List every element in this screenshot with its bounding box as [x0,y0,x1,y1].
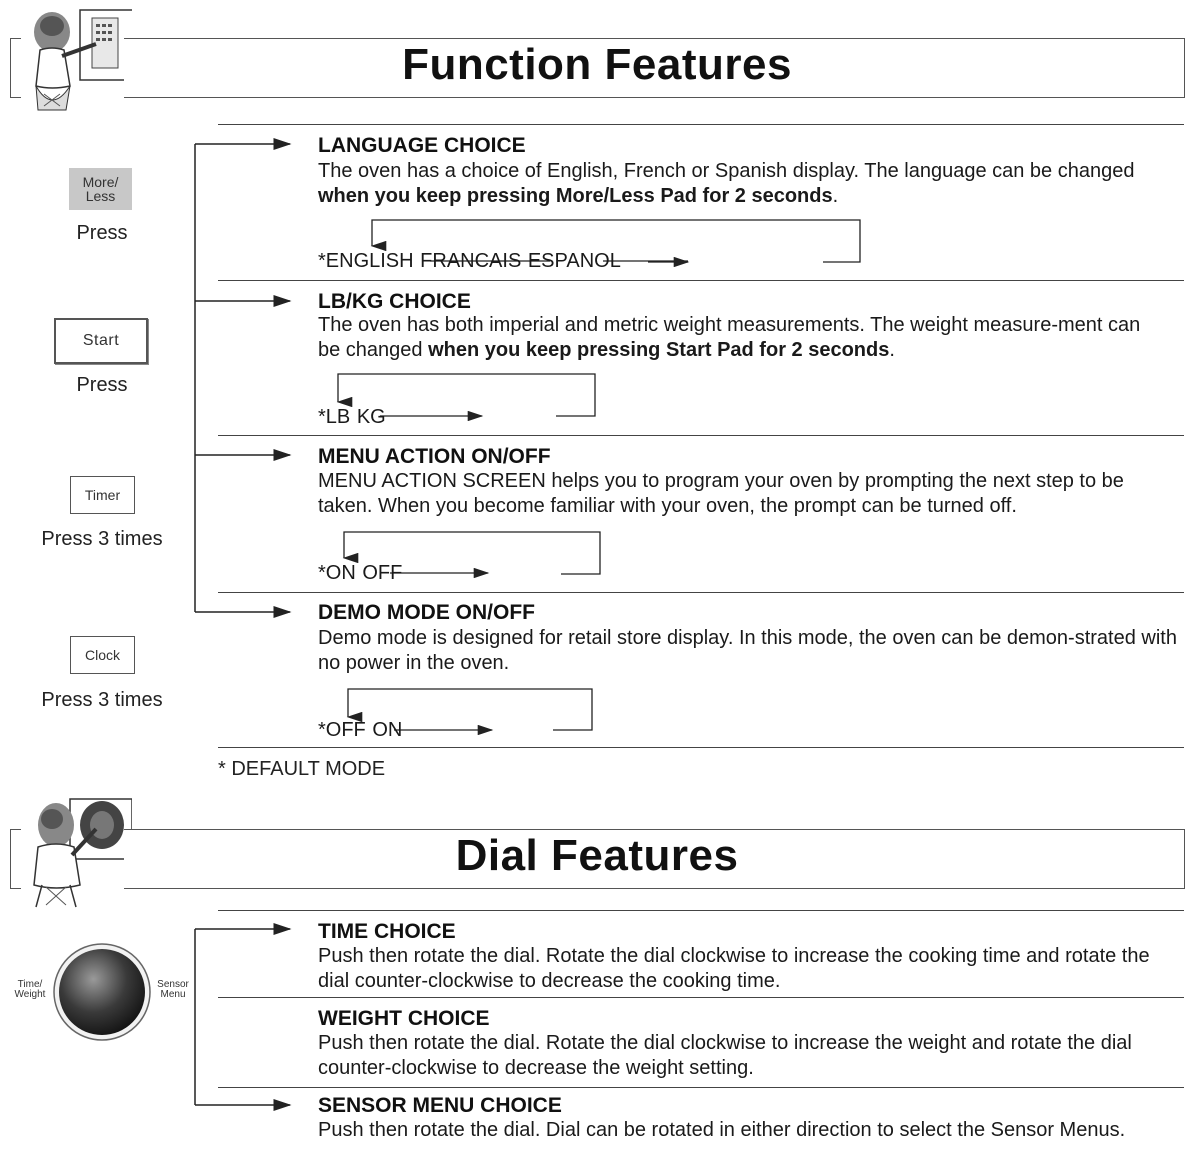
option-english[interactable]: *ENGLISH [318,250,414,272]
clock-action: Press 3 times [41,689,163,711]
function-features-title: Function Features [402,40,792,89]
weight-choice-title: WEIGHT CHOICE [318,1007,490,1030]
option-on[interactable]: *ON [318,562,356,584]
language-choice-desc: The oven has a choice of English, French or Spanish display. The language can be changed when you keep pressing More/Less Pad for 2 seconds. [318,160,1135,207]
time-choice-desc: Push then rotate the dial. Rotate the dial clockwise to increase the cooking time and rotate the dial counter-clockwise to decrease the cooking time. [318,945,1150,992]
lbkg-choice-title: LB/KG CHOICE [318,290,471,313]
sensor-menu-choice-desc: Push then rotate the dial. Dial can be rotated in either direction to select the Sensor Menus. [318,1119,1126,1141]
option-francais[interactable]: FRANCAIS [420,250,522,272]
dial-knob[interactable] [52,942,152,1042]
sensor-menu-label: Sensor Menu [157,979,189,1000]
time-choice-title: TIME CHOICE [318,920,456,943]
option-espanol[interactable]: ESPANOL [527,250,621,272]
timer-pad[interactable]: Timer [70,476,135,514]
option-lb[interactable]: *LB [318,406,351,428]
woman-at-oven-illustration [22,6,132,116]
option-kg[interactable]: KG [356,406,386,428]
rule [218,1087,1184,1088]
more-less-action: Press [76,222,128,244]
time-weight-label: Time/ Weight [14,979,46,1000]
language-choice-title: LANGUAGE CHOICE [318,134,526,157]
rule [218,997,1184,998]
demo-mode-desc: Demo mode is designed for retail store display. In this mode, the oven can be demon-strated with no power in the oven. [318,627,1177,674]
start-pad[interactable]: Start [54,318,148,364]
menu-action-desc: MENU ACTION SCREEN helps you to program your oven by prompting the next step to be taken. When you become familiar with your oven, the prompt can be turned off. [318,470,1124,517]
header-bracket [10,38,21,98]
dial-branch-arrows [190,915,300,1115]
rule [218,592,1184,593]
timer-action: Press 3 times [41,528,163,550]
demo-mode-title: DEMO MODE ON/OFF [318,601,535,624]
rule [218,747,1184,748]
rule [218,280,1184,281]
rule [218,910,1184,911]
dial-features-title: Dial Features [455,831,739,880]
clock-pad[interactable]: Clock [70,636,135,674]
rule [218,124,1184,125]
sensor-menu-choice-title: SENSOR MENU CHOICE [318,1094,562,1117]
rule [218,435,1184,436]
option-demo-on[interactable]: ON [372,719,403,741]
woman-with-oven-illustration [22,795,132,910]
start-action: Press [76,374,128,396]
option-off[interactable]: OFF [362,562,403,584]
lbkg-choice-desc: The oven has both imperial and metric weight measurements. The weight measure-ment can be changed when you keep pressing Start Pad for 2 seconds. [318,314,1141,361]
option-demo-off[interactable]: *OFF [318,719,366,741]
lbkg-options [318,406,387,429]
default-mode-footnote: * DEFAULT MODE [218,758,386,780]
menu-action-title: MENU ACTION ON/OFF [318,445,551,468]
more-less-pad-line2: Less [85,188,116,204]
more-less-pad[interactable] [69,168,132,210]
language-options [318,250,622,273]
function-branch-arrows [190,130,300,630]
header-bracket [10,829,21,889]
more-less-pad-line1: More/ [82,174,119,190]
weight-choice-desc: Push then rotate the dial. Rotate the dial clockwise to increase the weight and rotate the dial counter-clockwise to decrease the weight setting. [318,1032,1132,1079]
menu-action-options [318,562,403,585]
demo-mode-options [318,719,403,742]
